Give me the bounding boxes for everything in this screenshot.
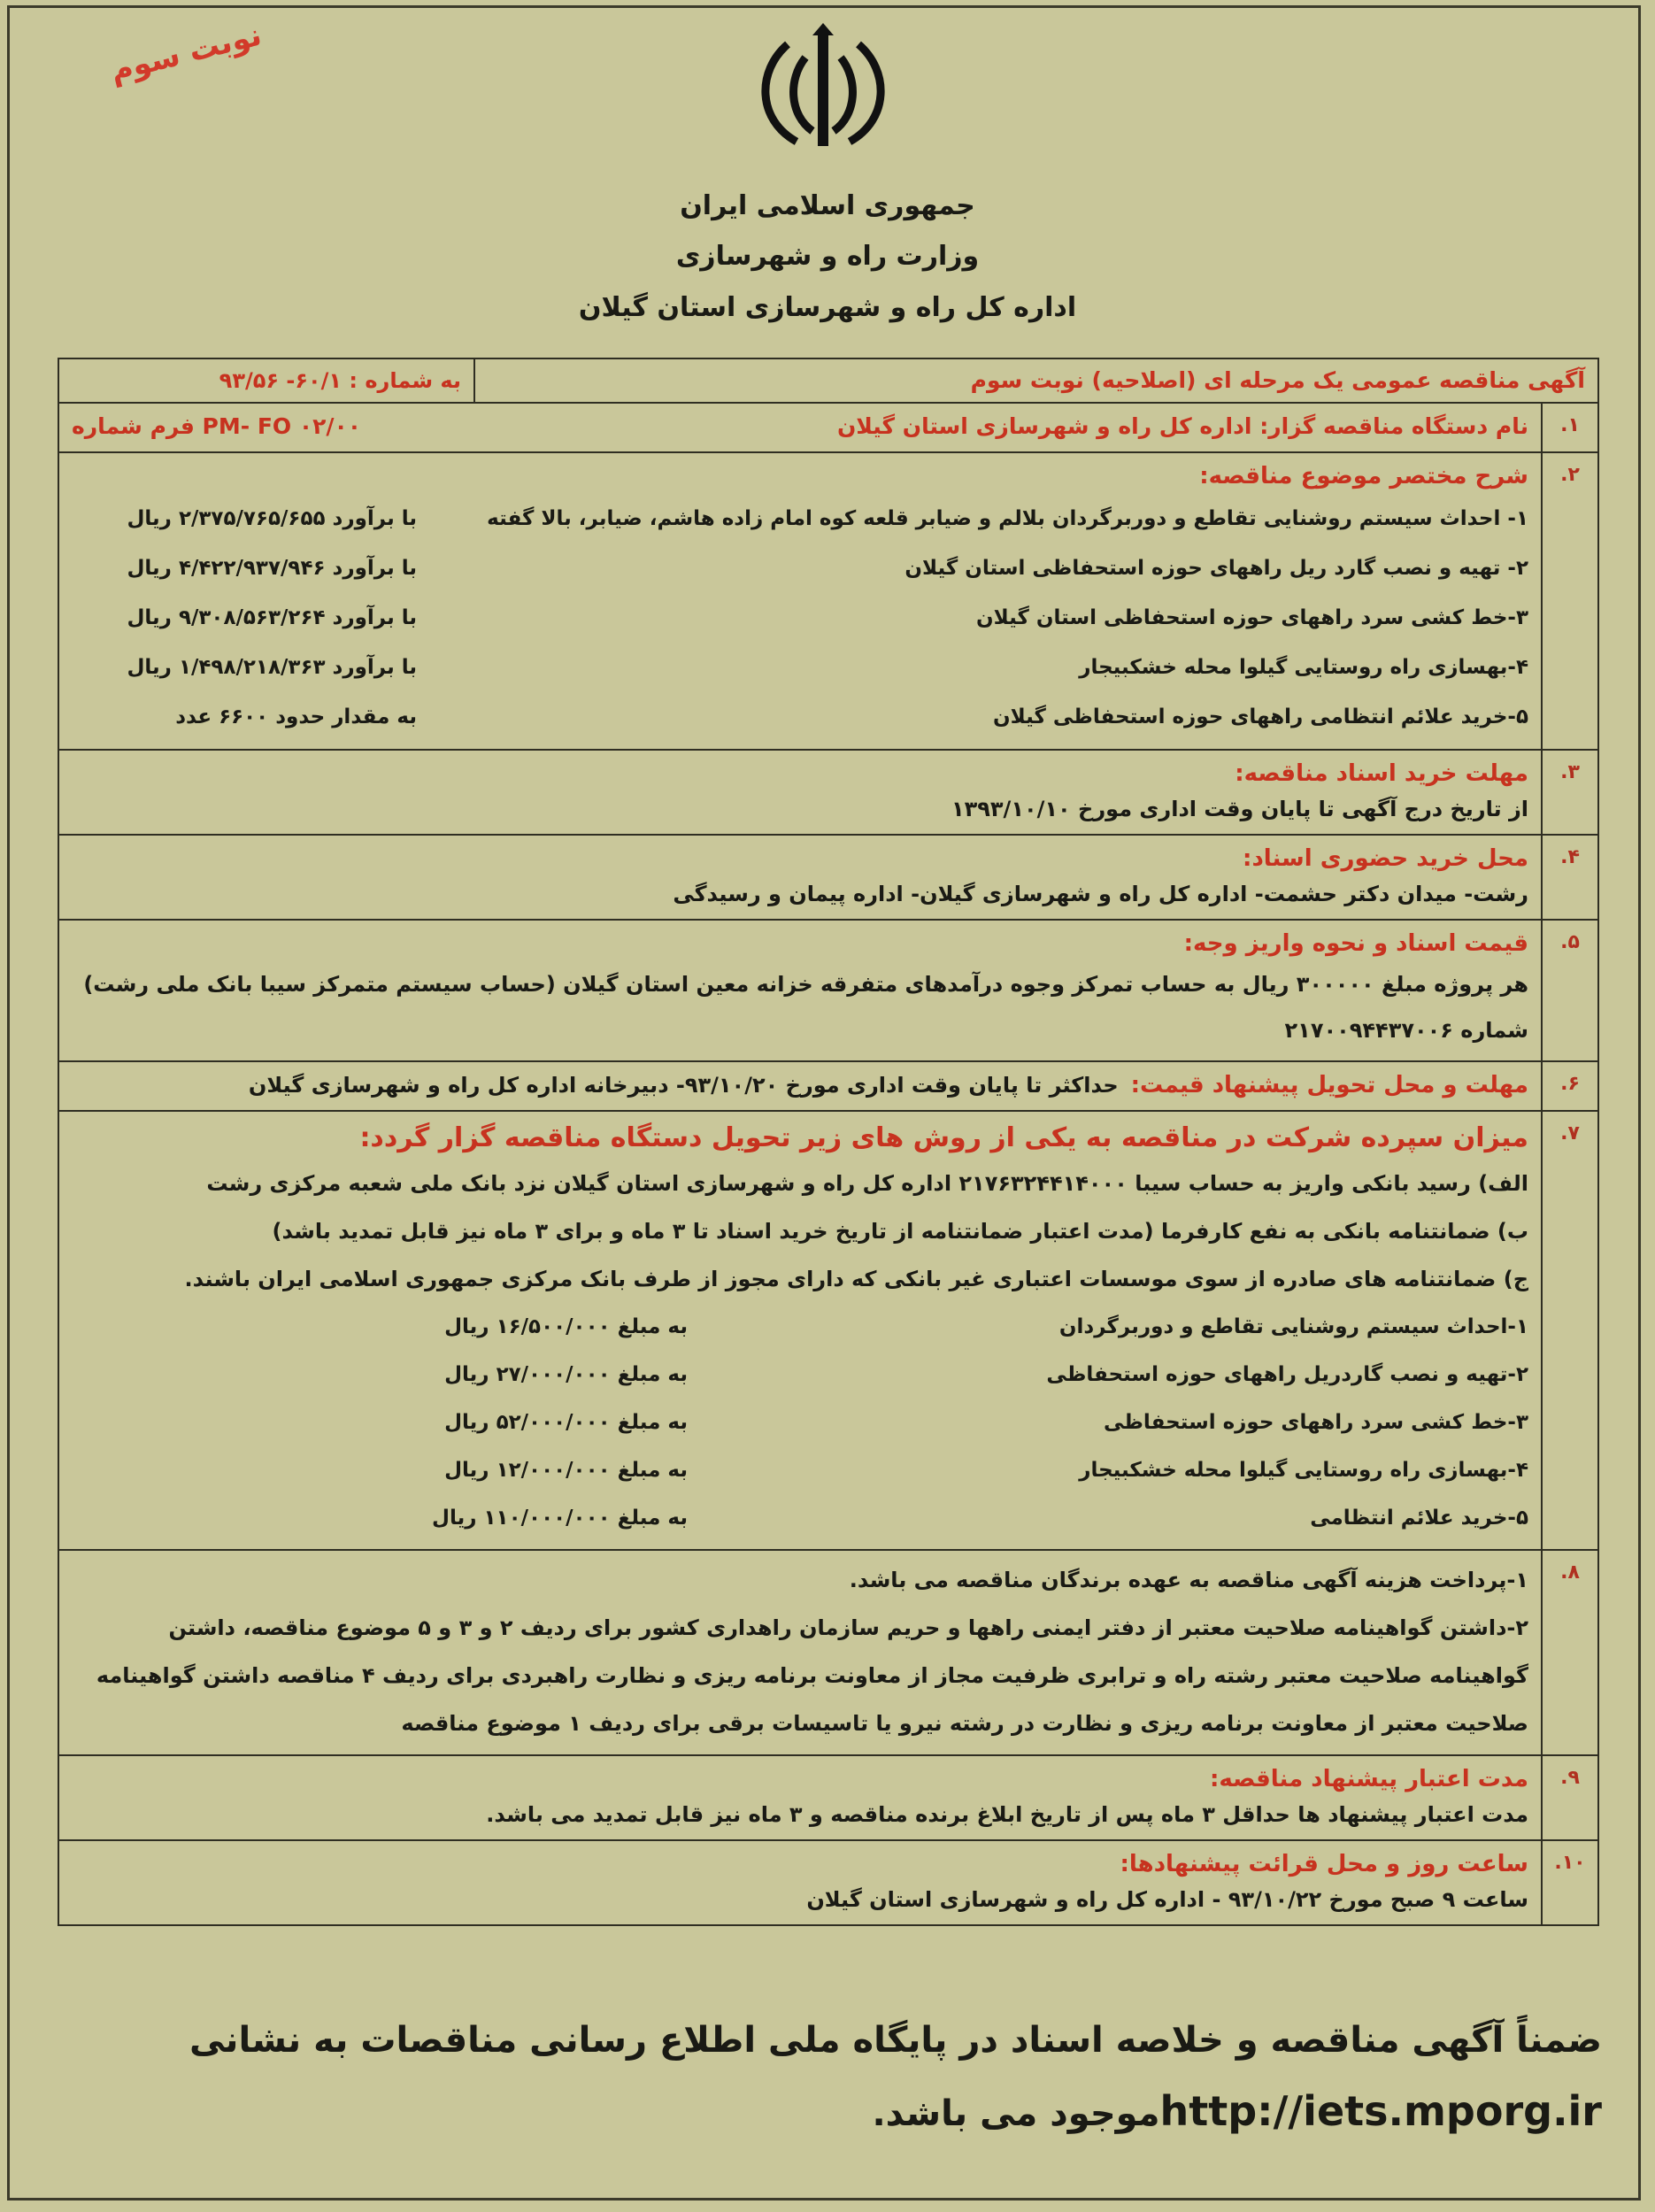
iran-emblem-icon <box>735 18 912 159</box>
section-number: ۳. <box>1541 751 1597 834</box>
tender-number: به شماره : ۶۰/۱- ۹۳/۵۶ <box>219 368 461 393</box>
item-text: ۱-احداث سیستم روشنایی تقاطع و دوربرگردان <box>1058 1315 1528 1338</box>
footer-suffix: موجود می باشد. <box>872 2093 1160 2134</box>
section-title: مدت اعتبار پیشنهاد مناقصه: <box>1209 1766 1528 1792</box>
item-amount: با برآورد ۹/۳۰۸/۵۶۳/۲۶۴ ریال <box>127 606 417 629</box>
list-item <box>72 692 1528 742</box>
footer-notice: ضمناً آگهی مناقصه و خلاصه اسناد در پایگاه ملی اطلاع رسانی مناقصات به نشانی <box>189 2020 1602 2061</box>
tender-title: آگهی مناقصه عمومی یک مرحله ای (اصلاحیه) نوبت سوم <box>473 359 1597 402</box>
section-1 <box>58 402 1599 451</box>
item-text: ۲- تهیه و نصب گارد ریل راههای حوزه استحفاظی استان گیلان <box>904 557 1528 580</box>
item-text: ۵-خرید علائم انتظامی <box>1310 1507 1528 1530</box>
item-amount: به مبلغ ۱۱۰/۰۰۰/۰۰۰ ریال <box>432 1507 688 1530</box>
item-text: ۲-تهیه و نصب گاردریل راههای حوزه استحفاظی <box>1046 1363 1528 1386</box>
footer-url-line <box>53 2087 1602 2135</box>
section-number: ۶. <box>1541 1062 1597 1110</box>
deposit-option-b: ب) ضمانتنامه بانکی به نفع کارفرما (مدت اعتبار ضمانتنامه از تاریخ خرید اسناد تا ۳ ماه و برای ۳ ماه نیز قابل تمدید باشد) <box>272 1219 1528 1244</box>
section-3 <box>58 749 1599 834</box>
section-title: محل خرید حضوری اسناد: <box>1243 845 1528 872</box>
list-item <box>72 494 1528 543</box>
item-text: ۵-خرید علائم انتظامی راههای حوزه استحفاظی گیلان <box>993 705 1528 728</box>
section-number: ۹. <box>1541 1756 1597 1839</box>
item-amount: به مبلغ ۲۷/۰۰۰/۰۰۰ ریال <box>444 1363 688 1386</box>
title-row <box>58 358 1599 402</box>
list-item <box>72 1446 1528 1494</box>
section-title: قیمت اسناد و نحوه واریز وجه: <box>1183 930 1528 957</box>
section-9 <box>58 1754 1599 1839</box>
section-title: مهلت خرید اسناد مناقصه: <box>1235 760 1528 787</box>
item-amount: به مبلغ ۱۶/۵۰۰/۰۰۰ ریال <box>444 1315 688 1338</box>
publication-stamp: نوبت سوم <box>106 17 266 89</box>
list-item <box>72 1494 1528 1542</box>
section-number: ۲. <box>1541 453 1597 749</box>
section-title: میزان سپرده شرکت در مناقصه به یکی از روش های زیر تحویل دستگاه مناقصه گزار گردد: <box>359 1122 1528 1153</box>
section-10 <box>58 1839 1599 1926</box>
section-text: از تاریخ درج آگهی تا پایان وقت اداری مورخ ۱۳۹۳/۱۰/۱۰ <box>951 797 1528 821</box>
list-item <box>72 543 1528 593</box>
section-number: ۱. <box>1541 404 1597 451</box>
item-text: ۳-خط کشی سرد راههای حوزه استحفاظی <box>1104 1411 1528 1434</box>
item-text: ۴-بهسازی راه روستایی گیلوا محله خشکبیجار <box>1079 656 1528 679</box>
list-item <box>72 1303 1528 1351</box>
header-ministry: وزارت راه و شهرسازی <box>675 241 980 272</box>
section-text: حداکثر تا پایان وقت اداری مورخ ۹۳/۱۰/۲۰- دبیرخانه اداره کل راه و شهرسازی گیلان <box>248 1073 1119 1098</box>
list-item <box>72 643 1528 692</box>
list-item <box>72 1351 1528 1399</box>
section-title: مهلت و محل تحویل پیشنهاد قیمت: <box>1130 1072 1528 1098</box>
list-item <box>72 1399 1528 1446</box>
item-text: ۳-خط کشی سرد راههای حوزه استحفاظی استان گیلان <box>975 606 1528 629</box>
section-number: ۵. <box>1541 921 1597 1060</box>
website-link[interactable]: http://iets.mporg.ir <box>1159 2087 1602 2135</box>
section-text: رشت- میدان دکتر حشمت- اداره کل راه و شهرسازی گیلان- اداره پیمان و رسیدگی <box>673 882 1528 906</box>
form-number: فرم شماره PM- FO ۰۲/۰۰ <box>72 413 362 439</box>
section-7 <box>58 1110 1599 1549</box>
section-number: ۷. <box>1541 1112 1597 1549</box>
item-amount: به مبلغ ۵۲/۰۰۰/۰۰۰ ریال <box>444 1411 688 1434</box>
header-department: اداره کل راه و شهرسازی استان گیلان <box>578 292 1077 323</box>
deposit-option-c: ج) ضمانتنامه های صادره از سوی موسسات اعتباری غیر بانکی که دارای مجوز از طرف بانک مرکزی جمهوری اسلامی ایران باشند. <box>184 1267 1528 1291</box>
deposit-option-a: الف) رسید بانکی واریز به حساب سیبا ۲۱۷۶۳۲۴۴۱۴۰۰۰ اداره کل راه و شهرسازی استان گیلان نزد بانک ملی شعبه مرکزی رشت <box>206 1171 1528 1196</box>
section-8 <box>58 1549 1599 1754</box>
section-number: ۴. <box>1541 836 1597 919</box>
section-number: ۱۰. <box>1541 1841 1597 1924</box>
item-amount: به مقدار حدود ۶۶۰۰ عدد <box>175 705 417 728</box>
section-text: مدت اعتبار پیشنهاد ها حداقل ۳ ماه پس از تاریخ ابلاغ برنده مناقصه و ۳ ماه نیز قابل تمدید می باشد. <box>486 1802 1528 1827</box>
section-4 <box>58 834 1599 919</box>
section-6 <box>58 1060 1599 1110</box>
section-title: ساعت روز و محل قرائت پیشنهادها: <box>1120 1851 1528 1877</box>
item-text: ۴-بهسازی راه روستایی گیلوا محله خشکبیجار <box>1079 1459 1528 1482</box>
section-number: ۸. <box>1541 1551 1597 1754</box>
section-text: هر پروژه مبلغ ۳۰۰۰۰۰ ریال به حساب تمرکز وجوه درآمدهای متفرقه خزانه معین استان گیلان (حساب سیستم متمرکز سیبا بانک ملی رشت) شماره ۲۱۷۰۰۹۴۴۳۷۰۰۶ <box>83 972 1528 1043</box>
section-title: شرح مختصر موضوع مناقصه: <box>1199 463 1528 489</box>
header-country: جمهوری اسلامی ایران <box>680 190 975 221</box>
section-title: نام دستگاه مناقصه گزار: اداره کل راه و شهرسازی استان گیلان <box>836 413 1528 439</box>
item-amount: با برآورد ۱/۴۹۸/۲۱۸/۳۶۳ ریال <box>127 656 417 679</box>
condition-1: ۱-پرداخت هزینه آگهی مناقصه به عهده برندگان مناقصه می باشد. <box>849 1568 1528 1592</box>
section-5 <box>58 919 1599 1060</box>
section-text: ساعت ۹ صبح مورخ ۹۳/۱۰/۲۲ - اداره کل راه و شهرسازی استان گیلان <box>806 1887 1528 1912</box>
item-amount: به مبلغ ۱۲/۰۰۰/۰۰۰ ریال <box>444 1459 688 1482</box>
condition-2: ۲-داشتن گواهینامه صلاحیت معتبر از دفتر ایمنی راهها و حریم سازمان راهداری کشور برای ردیف ۲ و ۳ و ۵ موضوع مناقصه، داشتن گواهینامه صلاحیت معتبر رشته راه و ترابری ظرفیت مجاز از معاونت برنامه ریزی و نظارت راهبردی برای ردیف ۴ مناقصه داشتن گواهینامه صلاحیت معتبر از معاونت برنامه ریزی و نظارت در رشته نیرو یا تاسیسات برقی برای ردیف ۱ موضوع مناقصه <box>96 1615 1528 1736</box>
section-2 <box>58 451 1599 749</box>
item-amount: با برآورد ۴/۴۲۲/۹۳۷/۹۴۶ ریال <box>127 557 417 580</box>
tender-table <box>58 358 1599 1926</box>
item-amount: با برآورد ۲/۳۷۵/۷۶۵/۶۵۵ ریال <box>127 507 417 530</box>
item-text: ۱- احداث سیستم روشنایی تقاطع و دوربرگردان بلالم و ضیابر قلعه کوه امام زاده هاشم، ضیابر، بالا گفته <box>487 507 1528 530</box>
list-item <box>72 593 1528 643</box>
